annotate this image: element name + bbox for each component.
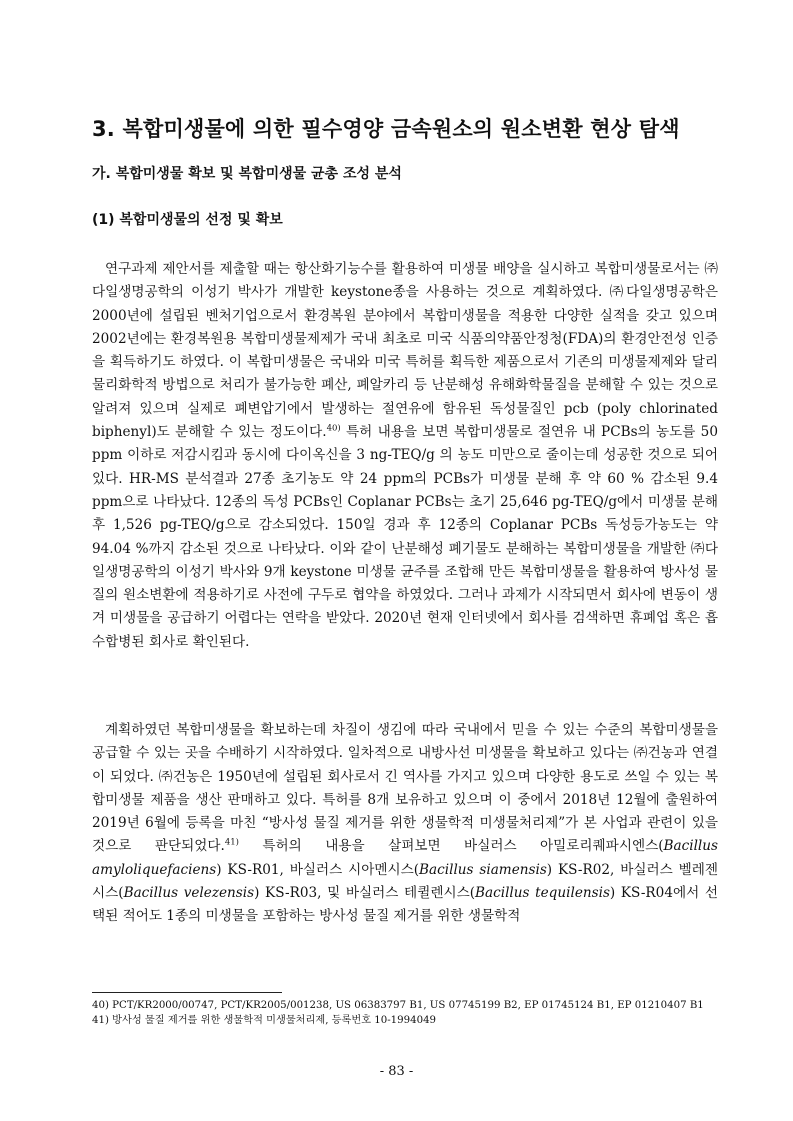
footnote-40: 40) PCT/KR2000/00747, PCT/KR2005/001238, US 06383797 B1, US 07745199 B2, EP 01745124 B1, EP 01210407 B1 [92, 1000, 704, 1011]
species-name: Bacillus velezensis [123, 885, 255, 902]
species-name: Bacillus tequilensis [475, 885, 610, 902]
paragraph-text: ) KS-R02, 바실러스 벨레젠시스( [92, 861, 718, 902]
footnote-divider [92, 992, 282, 993]
footnotes [92, 992, 718, 1028]
section-title: 3. 복합미생물에 의한 필수영양 금속원소의 원소변환 현상 탐색 [92, 117, 680, 141]
paragraph-text: ) KS-R04에서 선택된 적어도 1종의 미생물을 포함하는 방사성 물질 제거를 위한 생물학적 [92, 885, 719, 925]
paragraph-text: ) KS-R03, 및 바실러스 테퀼렌시스( [254, 885, 476, 902]
body-paragraph-2 [92, 719, 718, 929]
footnote-41: 41) 방사성 물질 제거를 위한 생물학적 미생물처리제, 등록번호 10-1994049 [92, 1015, 437, 1026]
paragraph-text: 연구과제 제안서를 제출할 때는 항산화기능수를 활용하여 미생물 배양을 실시하고 복합미생물로서는 ㈜다일생명공학의 이성기 박사가 개발한 keystone종을 사용하는 것으로 계획하였다. ㈜다일생명공학은 2000년에 설립된 벤처기업으로서 환경복원 분야에서 복합미생물을 적용한 다양한 실적을 갖고 있으며 2002년에는 환경복원용 복합미생물제제가 국내 최초로 미국 식품의약품안정청(FDA)의 환경안전성 인증을 획득하기도 하였다. 이 복합미생물은 국내와 미국 특허를 획득한 제품으로서 기존의 미생물제제와 달리 물리화학적 방법으로 처리가 불가능한 폐산, 폐알카리 등 난분해성 유해화학물질을 분해할 수 있는 것으로 알려져 있으며 실제로 폐변압기에서 발생하는 절연유에 함유된 독성물질인 pcb (poly chlorinated biphenyl)도 분해할 수 있는 정도이다. [92, 261, 718, 441]
paragraph-text: 특허의 내용을 살펴보면 바실러스 아밀로리퀘파시엔스( [238, 838, 664, 855]
paragraph-text: 특허 내용을 보면 복합미생물로 절연유 내 PCBs의 농도를 50 ppm 이하로 저감시킴과 동시에 다이옥신을 3 ng-TEQ/g 의 농도 미만으로 줄이는데 성공한 것으로 되어 있다. HR-MS 분석결과 27종 초기농도 약 24 ppm의 PCBs가 미생물 분해 후 약 60 % 감소된 9.4 ppm으로 나타났다. 12종의 독성 PCBs인 Coplanar PCBs는 초기 25,646 pg-TEQ/g에서 미생물 분해 후 1,526 pg-TEQ/g으로 감소되었다. 150일 경과 후 12종의 Coplanar PCBs 독성등가농도는 약 94.04 %까지 감소된 것으로 나타났다. 이와 같이 난분해성 폐기물도 분해하는 복합미생물을 개발한 ㈜다일생명공학의 이성기 박사와 9개 keystone 미생물 균주를 조합해 만든 복합미생물을 활용하여 방사성 물질의 원소변환에 적용하기로 사전에 구두로 협약을 하였었다. 그러나 과제가 시작되면서 회사에 변동이 생겨 미생물을 공급하기 어렵다는 연락을 받았다. 2020년 현재 인터넷에서 회사를 검색하면 휴폐업 혹은 흡수합병된 회사로 확인된다. [92, 424, 718, 650]
footnote-ref-41: 41) [224, 837, 239, 848]
species-name: Bacillus amyloliquefaciens [92, 838, 718, 878]
species-name: Bacillus siamensis [419, 861, 547, 878]
paragraph-text: 계획하였던 복합미생물을 확보하는데 차질이 생김에 따라 국내에서 믿을 수 있는 수준의 복합미생물을 공급할 수 있는 곳을 수배하기 시작하였다. 일차적으로 내방사선 미생물을 확보하고 있다는 ㈜건농과 연결이 되었다. ㈜건농은 1950년에 설립된 회사로서 긴 역사를 가지고 있으며 다양한 용도로 쓰일 수 있는 복합미생물 제품을 생산 판매하고 있다. 특허를 8개 보유하고 있으며 이 중에서 2018년 12월에 출원하여 2019년 6월에 등록을 마친 “방사성 물질 제거를 위한 생물학적 미생물처리제”가 본 사업과 관련이 있을 것으로 판단되었다. [92, 722, 718, 855]
body-paragraph-1 [92, 258, 718, 654]
subsection-title: 가. 복합미생물 확보 및 복합미생물 균총 조성 분석 [92, 166, 402, 182]
page-number: - 83 - [379, 1064, 414, 1079]
paragraph-text: ) KS-R01, 바실러스 시아멘시스( [216, 861, 420, 878]
footnote-ref-40: 40) [326, 423, 341, 434]
subsubsection-title: (1) 복합미생물의 선정 및 확보 [92, 212, 283, 228]
